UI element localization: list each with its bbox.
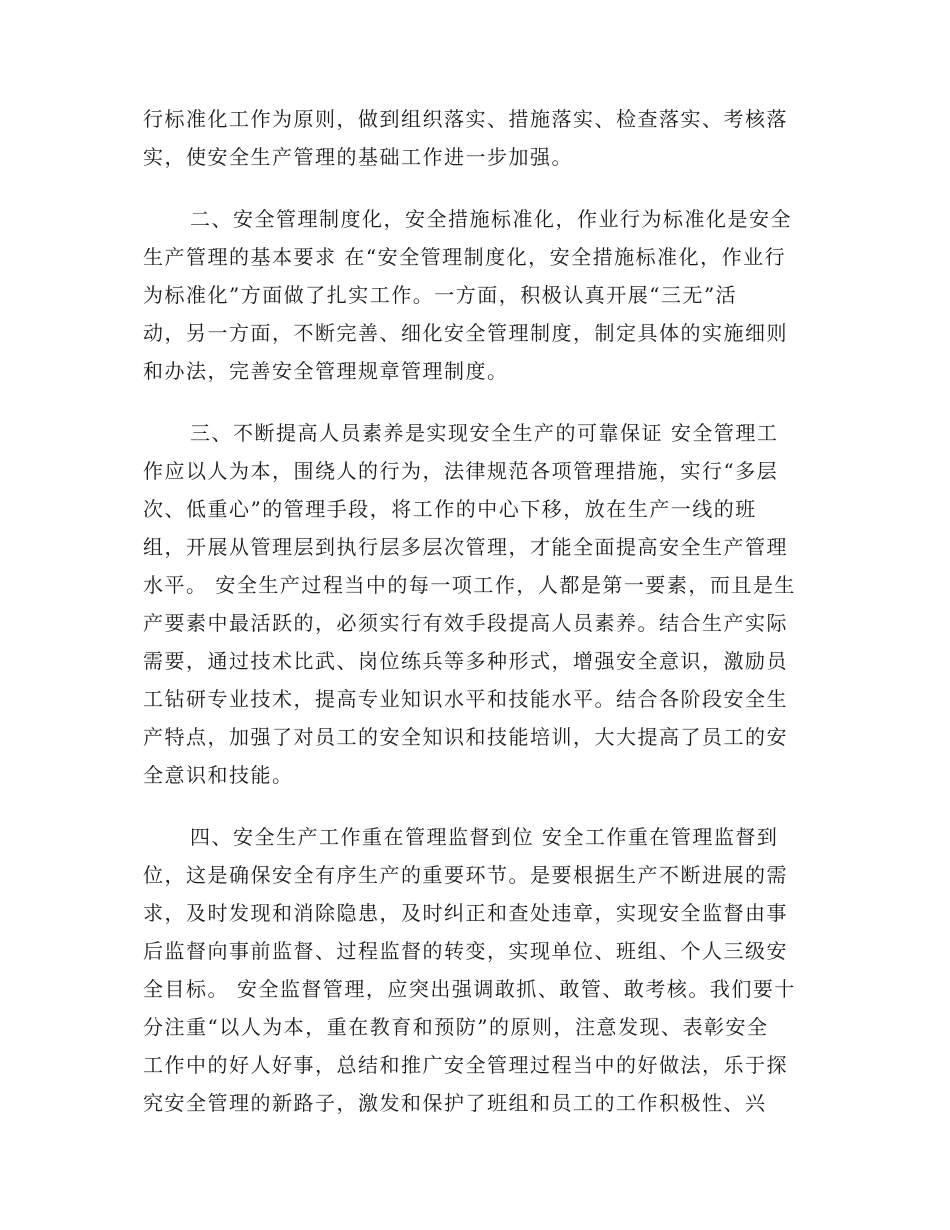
text-line: 行标准化工作为原则，做到组织落实、措施落实、检查落实、考核落 — [143, 107, 788, 131]
text-line: 动，另一方面，不断完善、细化安全管理制度，制定具体的实施细则 — [143, 321, 788, 345]
document-body — [143, 100, 807, 1146]
text-line: 究安全管理的新路子，激发和保护了班组和员工的工作积极性、兴 — [143, 1091, 767, 1115]
text-line: 三、不断提高人员素养是实现安全生产的可靠保证 安全管理工 — [190, 421, 779, 445]
text-line: 工钻研专业技术，提高专业知识水平和技能水平。结合各阶段安全生 — [143, 687, 788, 711]
text-line: 位，这是确保安全有序生产的重要环节。是要根据生产不断进展的需 — [143, 863, 788, 887]
text-line: 二、安全管理制度化，安全措施标准化，作业行为标准化是安全 — [190, 207, 792, 231]
text-line: 四、安全生产工作重在管理监督到位 安全工作重在管理监督到 — [190, 825, 779, 849]
paragraph-2 — [143, 200, 807, 390]
text-line: 求，及时发现和消除隐患，及时纠正和查处违章，实现安全监督由事 — [143, 901, 788, 925]
text-line: 需要，通过技术比武、岗位练兵等多种形式，增强安全意识，激励员 — [143, 649, 788, 673]
text-line: 工作中的好人好事，总结和推广安全管理过程当中的好做法，乐于探 — [143, 1053, 788, 1077]
text-line: 分注重“以人为本，重在教育和预防”的原则，注意发现、表彰安全 — [143, 1015, 769, 1039]
text-line: 全目标。 安全监督管理，应突出强调敢抓、敢管、敢考核。我们要十 — [143, 977, 796, 1001]
text-line: 作应以人为本，围绕人的行为，法律规范各项管理措施，实行“多层 — [143, 459, 779, 483]
text-line: 产特点，加强了对员工的安全知识和技能培训，大大提高了员工的安 — [143, 725, 788, 749]
text-line: 水平。 安全生产过程当中的每一项工作，人都是第一要素，而且是生 — [143, 573, 796, 597]
text-line: 组，开展从管理层到执行层多层次管理，才能全面提高安全生产管理 — [143, 535, 788, 559]
text-line: 产要素中最活跃的，必须实行有效手段提高人员素养。结合生产实际 — [143, 611, 788, 635]
text-line: 后监督向事前监督、过程监督的转变，实现单位、班组、个人三级安 — [143, 939, 788, 963]
text-line: 实，使安全生产管理的基础工作进一步加强。 — [143, 145, 573, 169]
text-line: 次、低重心”的管理手段，将工作的中心下移，放在生产一线的班 — [143, 497, 757, 521]
paragraph-4 — [143, 818, 807, 1122]
paragraph-1 — [143, 100, 807, 176]
text-line: 和办法，完善安全管理规章管理制度。 — [143, 359, 509, 383]
text-line: 全意识和技能。 — [143, 763, 294, 787]
text-line: 为标准化”方面做了扎实工作。一方面，积极认真开展“三无”活 — [143, 283, 738, 307]
text-line: 生产管理的基本要求 在“安全管理制度化，安全措施标准化，作业行 — [143, 245, 787, 269]
paragraph-3 — [143, 414, 807, 794]
